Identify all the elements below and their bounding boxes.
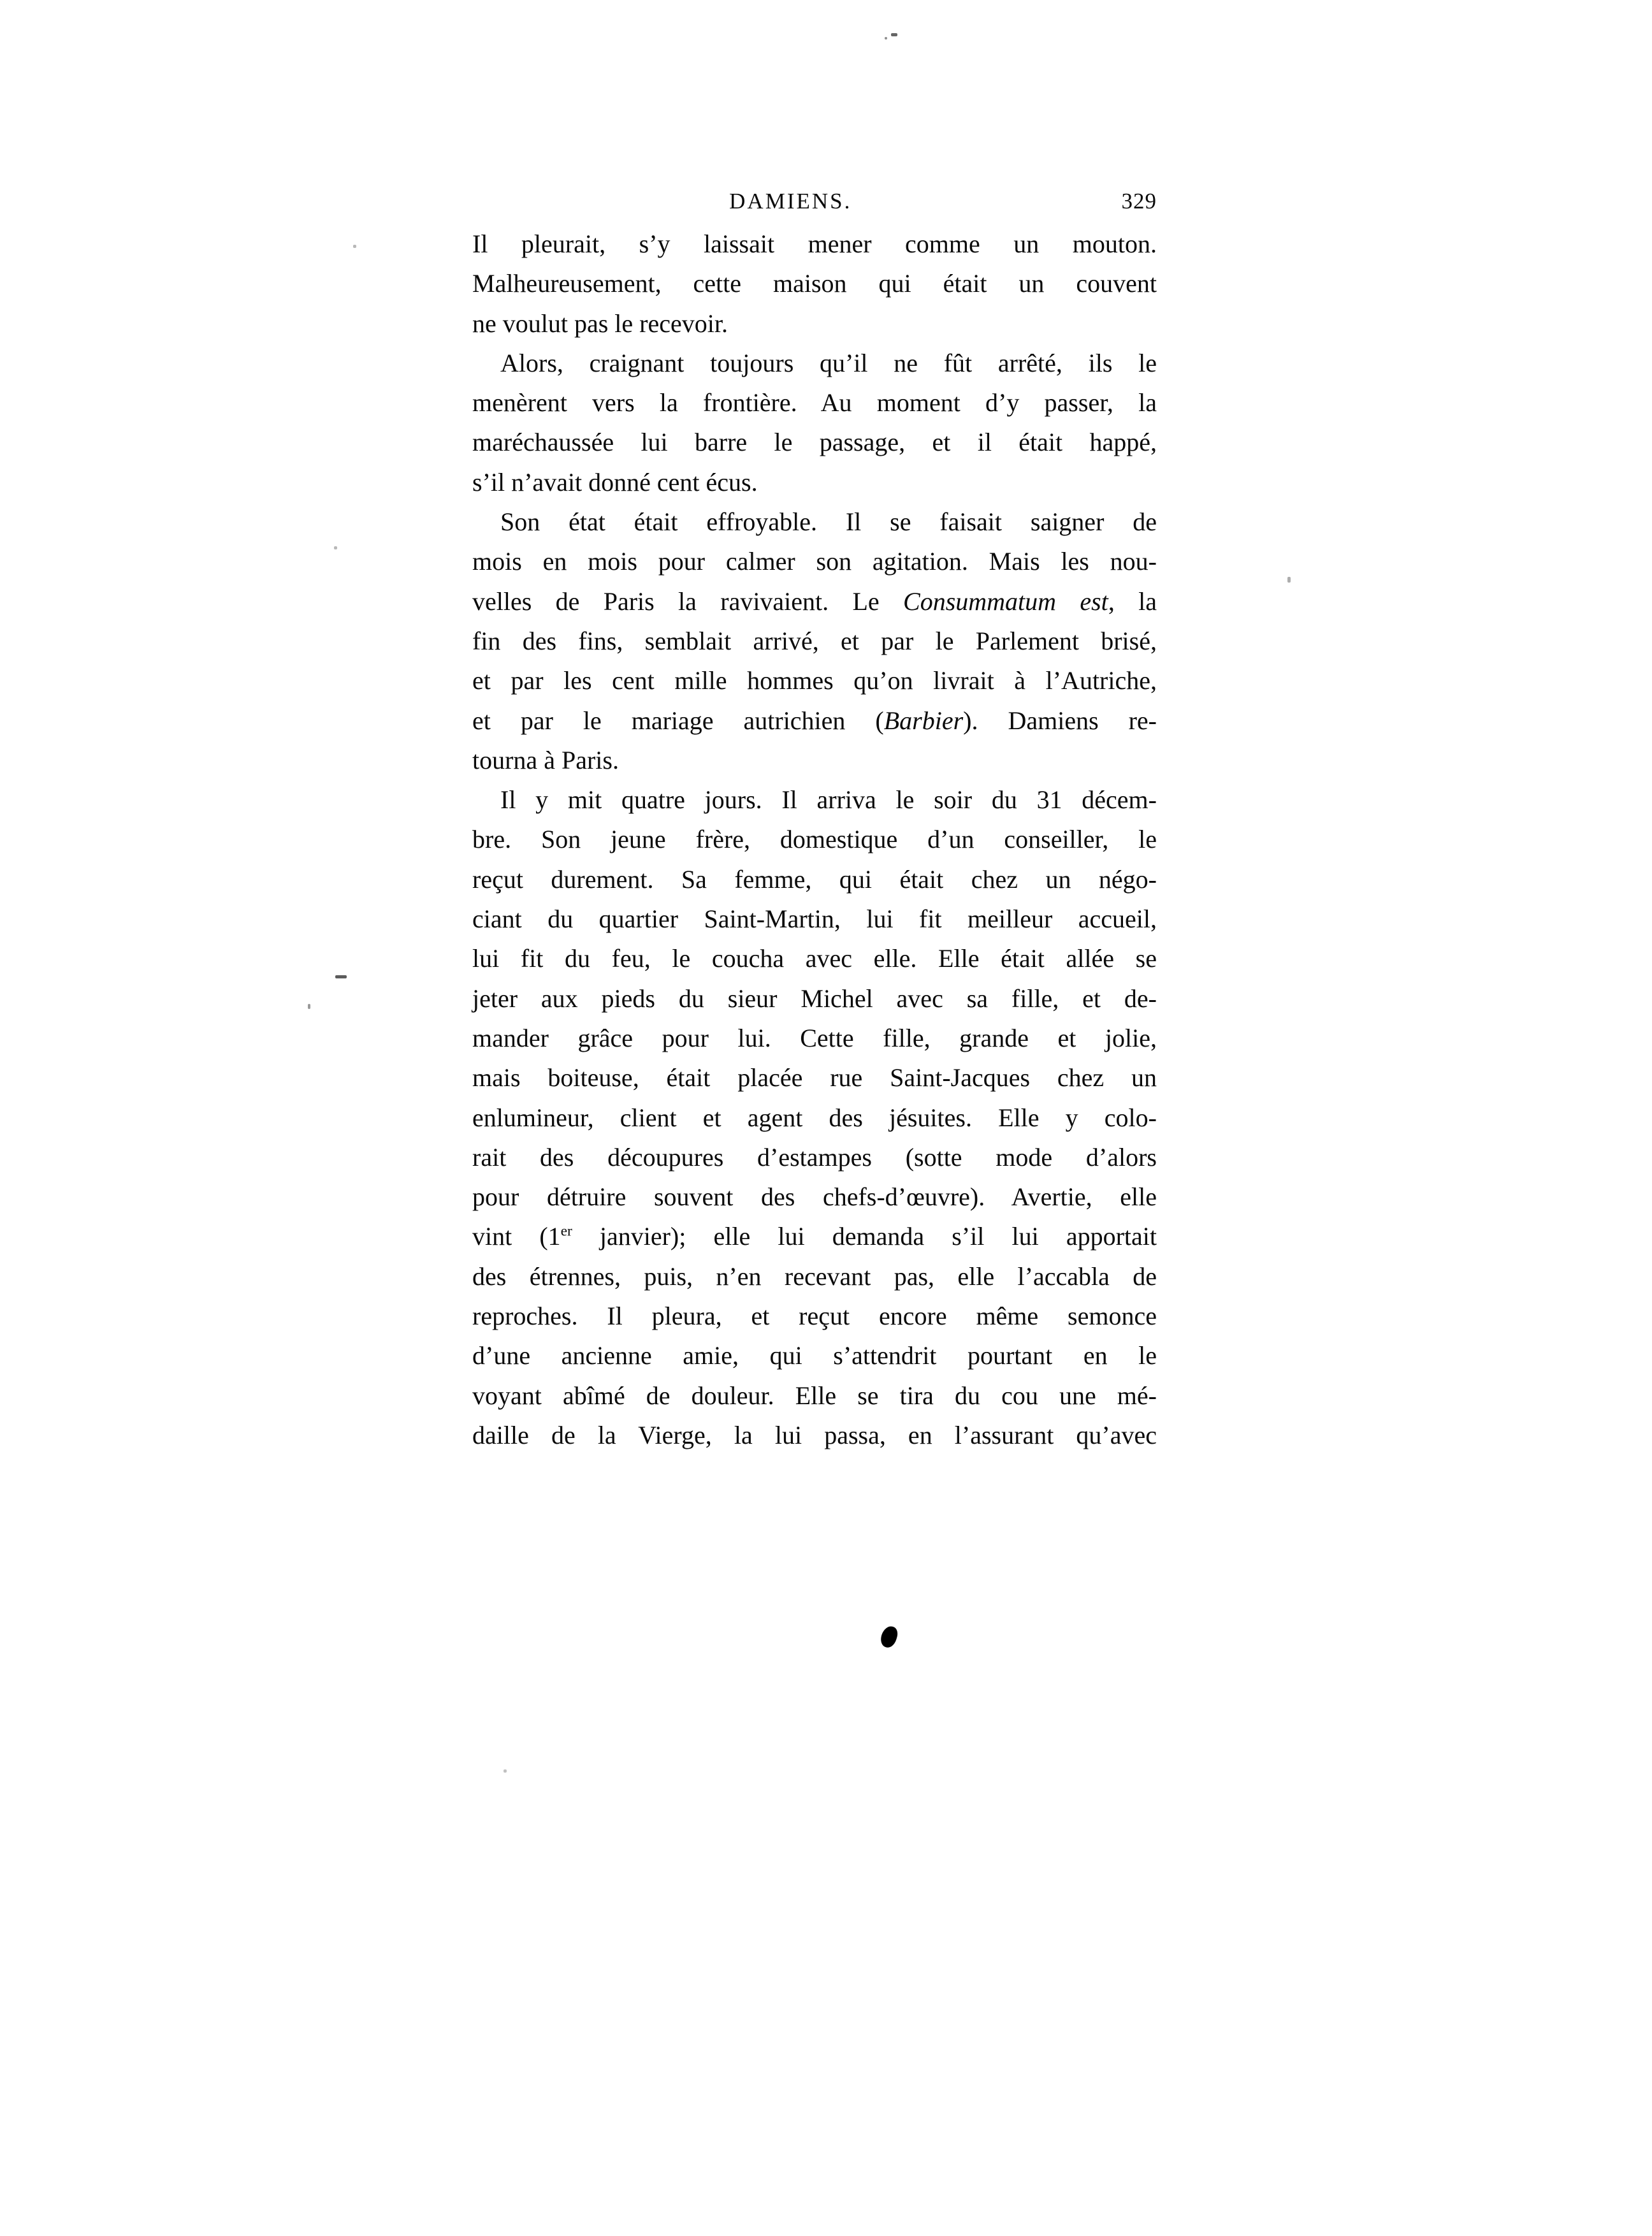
text-line: mois en mois pour calmer son agitation. Mais les nou- — [472, 547, 1157, 576]
text-line: Malheureusement, cette maison qui était un couvent — [472, 269, 1157, 298]
text-line: reçut durement. Sa femme, qui était chez un négo- — [472, 864, 1157, 894]
ink-speck — [335, 975, 347, 978]
text-line: tourna à Paris. — [472, 745, 619, 774]
ink-blot — [878, 1624, 899, 1650]
text-line: Son état était effroyable. Il se faisait saigner de — [500, 507, 1157, 537]
page-title: DAMIENS. — [729, 189, 852, 214]
text-block — [472, 224, 1157, 1455]
ink-speck — [1287, 577, 1291, 583]
text-line: ciant du quartier Saint-Martin, lui fit meilleur accueil, — [472, 904, 1157, 934]
text-line: Il y mit quatre jours. Il arriva le soir du 31 décem- — [500, 785, 1157, 815]
text-line: d’une ancienne amie, qui s’attendrit pourtant en le — [472, 1341, 1157, 1370]
text-line: velles de Paris la ravivaient. Le Consummatum est, la — [472, 586, 1157, 616]
page-number: 329 — [1121, 189, 1157, 214]
text-line: fin des fins, semblait arrivé, et par le Parlement brisé, — [472, 626, 1157, 655]
text-line: Il pleurait, s’y laissait mener comme un mouton. — [472, 229, 1157, 258]
text-line: ne voulut pas le recevoir. — [472, 309, 728, 338]
ink-speck — [353, 245, 356, 248]
text-line: lui fit du feu, le coucha avec elle. Elle était allée se — [472, 944, 1157, 973]
text-line: reproches. Il pleura, et reçut encore même semonce — [472, 1302, 1157, 1331]
text-line: pour détruire souvent des chefs-d’œuvre). Avertie, elle — [472, 1182, 1157, 1212]
text-line: et par le mariage autrichien (Barbier). Damiens re- — [472, 706, 1157, 735]
text-line: menèrent vers la frontière. Au moment d’y passer, la — [472, 388, 1157, 417]
ink-speck — [891, 33, 897, 36]
text-line: et par les cent mille hommes qu’on livrait à l’Autriche, — [472, 666, 1157, 695]
text-line: voyant abîmé de douleur. Elle se tira du cou une mé- — [472, 1381, 1157, 1410]
text-line: des étrennes, puis, n’en recevant pas, elle l’accabla de — [472, 1261, 1157, 1291]
text-line: enlumineur, client et agent des jésuites. Elle y colo- — [472, 1103, 1157, 1132]
ink-speck — [308, 1004, 310, 1009]
running-header — [472, 189, 1157, 218]
text-line: vint (1er janvier); elle lui demanda s’il lui apportait — [472, 1222, 1157, 1251]
ink-speck — [334, 546, 337, 549]
text-line: bre. Son jeune frère, domestique d’un conseiller, le — [472, 825, 1157, 854]
text-line: daille de la Vierge, la lui passa, en l’assurant qu’avec — [472, 1420, 1157, 1449]
ink-speck — [885, 37, 887, 40]
text-line: mander grâce pour lui. Cette fille, grande et jolie, — [472, 1023, 1157, 1052]
text-line: jeter aux pieds du sieur Michel avec sa fille, et de- — [472, 984, 1157, 1013]
text-line: mais boiteuse, était placée rue Saint-Jacques chez un — [472, 1063, 1157, 1093]
text-line: maréchaussée lui barre le passage, et il était happé, — [472, 428, 1157, 457]
text-line: Alors, craignant toujours qu’il ne fût arrêté, ils le — [500, 348, 1157, 377]
ink-speck — [504, 1769, 507, 1773]
text-line: s’il n’avait donné cent écus. — [472, 467, 758, 497]
text-line: rait des découpures d’estampes (sotte mode d’alors — [472, 1142, 1157, 1172]
